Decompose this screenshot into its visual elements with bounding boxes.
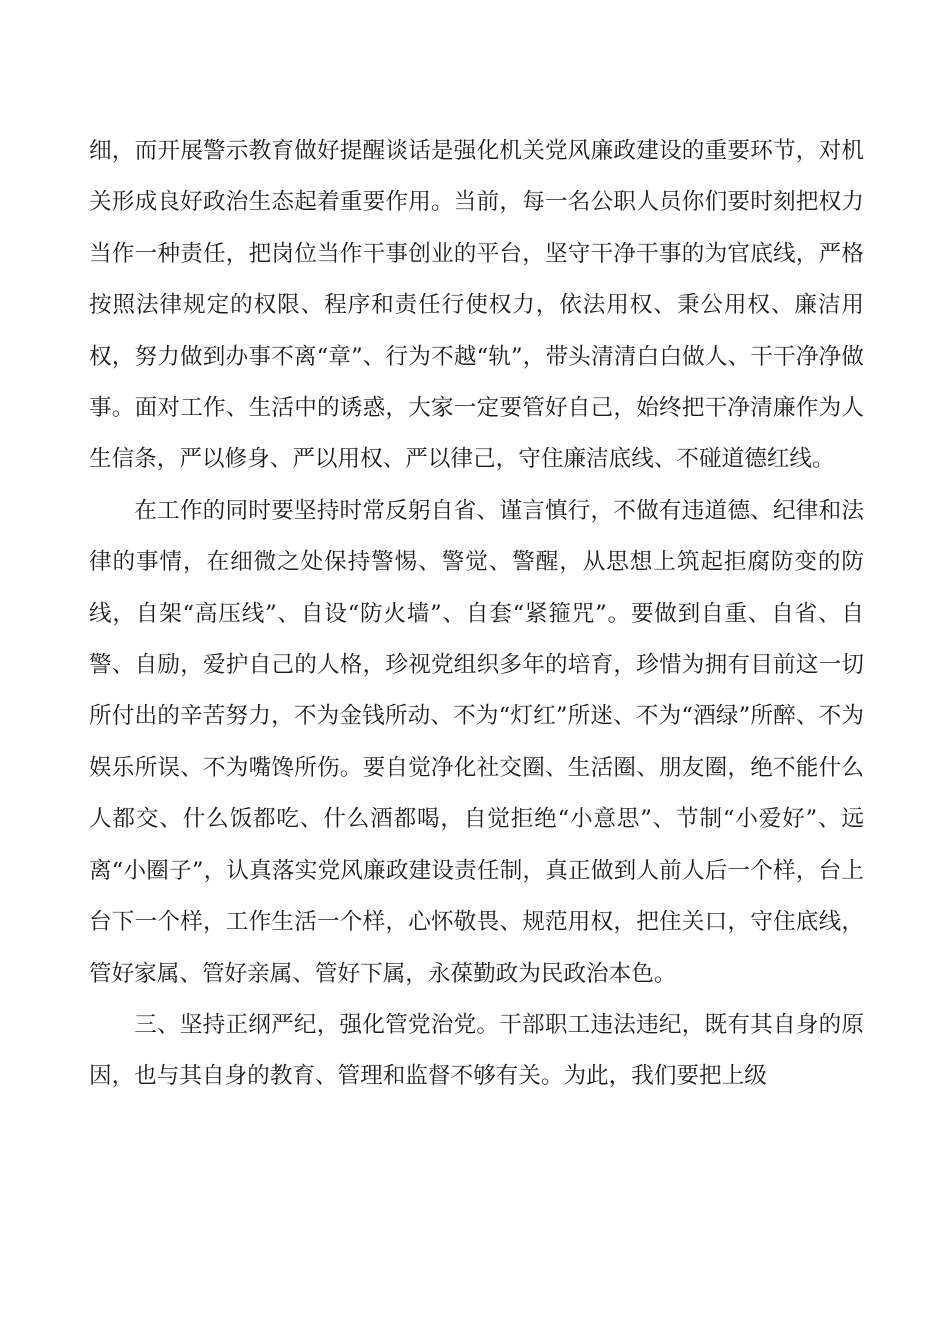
paragraph-continuation: 细，而开展警示教育做好提醒谈话是强化机关党风廉政建设的重要环节，对机关形成良好政治生态起着重要作用。当前，每一名公职人员你们要时刻把权力当作一种责任，把岗位当作干事创业的平台，坚守干净干事的为官底线，严格按照法律规定的权限、程序和责任行使权力，依法用权、秉公用权、廉洁用权，努力做到办事不离“章”、行为不越“轨”，带头清清白白做人、干干净净做事。面对工作、生活中的诱惑，大家一定要管好自己，始终把干净清廉作为人生信条，严以修身、严以用权、严以律己，守住廉洁底线、不碰道德红线。	[89, 138, 864, 473]
paragraph-self-reflection: 在工作的同时要坚持时常反躬自省、谨言慎行，不做有违道德、纪律和法律的事情，在细微之处保持警惕、警觉、警醒，从思想上筑起拒腐防变的防线，自架“高压线”、自设“防火墙”、自套“紧箍咒”。要做到自重、自省、自警、自励，爱护自己的人格，珍视党组织多年的培育，珍惜为拥有目前这一切所付出的辛苦努力，不为金钱所动、不为“灯红”所迷、不为“酒绿”所醉、不为娱乐所误、不为嘴馋所伤。要自觉净化社交圈、生活圈、朋友圈，绝不能什么人都交、什么饭都吃、什么酒都喝，自觉拒绝“小意思”、节制“小爱好”、远离“小圈子”，认真落实党风廉政建设责任制，真正做到人前人后一个样，台上台下一个样，工作生活一个样，心怀敬畏、规范用权，把住关口，守住底线，管好家属、管好亲属、管好下属，永葆勤政为民政治本色。	[89, 497, 864, 987]
document-body	[89, 126, 864, 1103]
paragraph-section-three: 三、坚持正纲严纪，强化管党治党。干部职工违法违纪，既有其自身的原因，也与其自身的教育、管理和监督不够有关。为此，我们要把上级	[89, 1011, 864, 1090]
